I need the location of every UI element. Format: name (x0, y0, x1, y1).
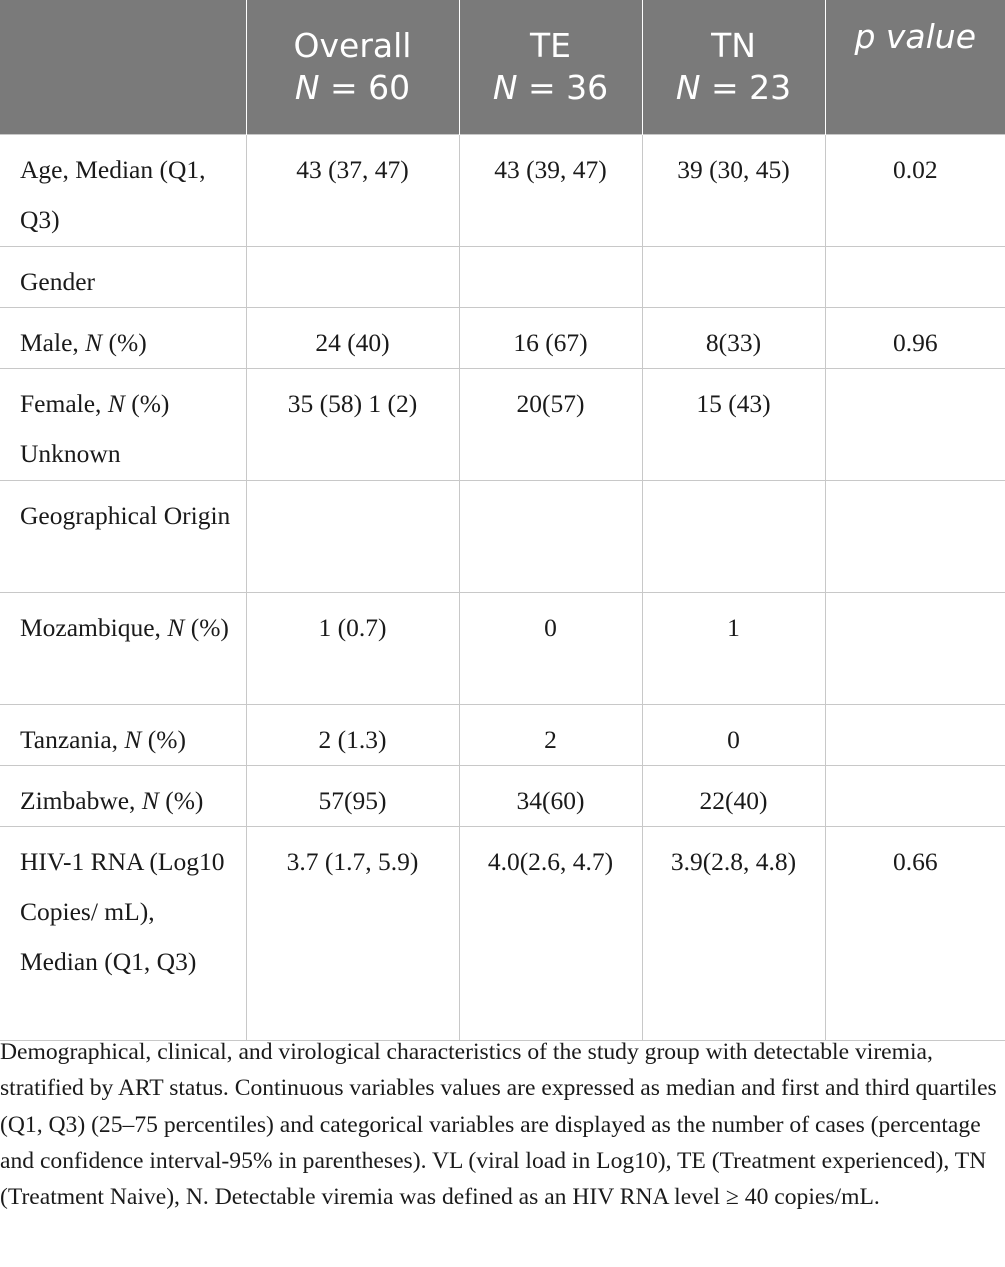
row-label-suffix: (%) (102, 328, 147, 357)
table-caption: Demographical, clinical, and virological characteristics of the study group with detectable viremia, stratified by ART status. Continuous variables values are expressed as median and first and third quartiles (Q1, Q3) (25–75 percentiles) and categorical variables are displayed as the number of cases (percentage and confidence interval-95% in parentheses). VL (viral load in Log10), TE (Treatment experienced), TN (Treatment Naive), N. Detectable viremia was defined as an HIV RNA level ≥ 40 copies/mL. (0, 1039, 997, 1211)
table-cell: 39 (30, 45) (642, 135, 825, 247)
table-cell (642, 247, 825, 308)
table-cell: 43 (39, 47) (459, 135, 642, 247)
table-cell: 2 (459, 705, 642, 766)
table-cell (825, 593, 1005, 705)
table-cell: 3.9(2.8, 4.8) (642, 827, 825, 1041)
header-line1: Overall (293, 26, 412, 65)
row-label-italic: N (141, 786, 159, 815)
table-cell: 1 (642, 593, 825, 705)
table-row (0, 766, 1005, 827)
header-overall (246, 0, 459, 135)
row-label-text: Tanzania, (20, 725, 125, 754)
table-row (0, 247, 1005, 308)
header-count: = 60 (319, 68, 411, 107)
table-cell (246, 481, 459, 593)
row-label (0, 308, 246, 369)
row-label (0, 369, 246, 481)
table-cell: 16 (67) (459, 308, 642, 369)
header-n: N (492, 68, 518, 107)
table-row (0, 135, 1005, 247)
row-label (0, 827, 246, 1041)
table-cell (825, 369, 1005, 481)
row-label-text: Male, (20, 328, 86, 357)
row-label-suffix: (%) (158, 786, 204, 815)
row-label (0, 705, 246, 766)
row-label-text: Zimbabwe, (20, 786, 142, 815)
row-label-italic: N (167, 613, 185, 642)
row-label-suffix: (%) Unknown (20, 389, 170, 468)
table-cell: 8(33) (642, 308, 825, 369)
row-label-text: Female, (20, 389, 108, 418)
row-label-text: Geographical Origin (20, 501, 231, 530)
row-label (0, 766, 246, 827)
table-cell: 34(60) (459, 766, 642, 827)
table-cell: 1 (0.7) (246, 593, 459, 705)
header-line1: p value (854, 17, 977, 56)
table-row (0, 593, 1005, 705)
header-blank (0, 0, 246, 135)
header-line1: TN (711, 26, 756, 65)
header-count: = 36 (517, 68, 609, 107)
table-cell: 15 (43) (642, 369, 825, 481)
table-row (0, 369, 1005, 481)
table-cell (825, 766, 1005, 827)
table-cell: 3.7 (1.7, 5.9) (246, 827, 459, 1041)
table-cell (825, 705, 1005, 766)
table-cell: 0.02 (825, 135, 1005, 247)
header-n: N (675, 68, 701, 107)
table-cell: 2 (1.3) (246, 705, 459, 766)
header-p-value (825, 0, 1005, 135)
table-cell: 43 (37, 47) (246, 135, 459, 247)
table-cell (825, 247, 1005, 308)
table-row (0, 827, 1005, 1041)
table-cell: 35 (58) 1 (2) (246, 369, 459, 481)
table-cell: 20(57) (459, 369, 642, 481)
table-cell (825, 481, 1005, 593)
table-cell: 24 (40) (246, 308, 459, 369)
table-cell: 22(40) (642, 766, 825, 827)
row-label-text: Age, Median (Q1, Q3) (20, 155, 206, 234)
row-label-italic: N (85, 328, 103, 357)
row-label-italic: N (107, 389, 125, 418)
table-cell: 0.96 (825, 308, 1005, 369)
row-label (0, 135, 246, 247)
header-count: = 23 (700, 68, 792, 107)
header-te (459, 0, 642, 135)
table-row (0, 705, 1005, 766)
table-cell (459, 247, 642, 308)
header-row (0, 0, 1005, 135)
table-row (0, 308, 1005, 369)
row-label-suffix: (%) (141, 725, 187, 754)
row-label (0, 247, 246, 308)
header-n: N (294, 68, 320, 107)
row-label-suffix: (%) (184, 613, 229, 642)
row-label-text: Mozambique, (20, 613, 168, 642)
table-cell (459, 481, 642, 593)
table-cell: 0 (459, 593, 642, 705)
table-cell: 4.0(2.6, 4.7) (459, 827, 642, 1041)
row-label-text: HIV-1 RNA (Log10 Copies/ mL), Median (Q1, Q3) (20, 847, 225, 976)
table-cell (642, 481, 825, 593)
row-label-italic: N (124, 725, 142, 754)
table-cell (246, 247, 459, 308)
table-row (0, 481, 1005, 593)
table-cell: 0 (642, 705, 825, 766)
table-cell: 0.66 (825, 827, 1005, 1041)
row-label-text: Gender (20, 267, 96, 296)
table-cell: 57(95) (246, 766, 459, 827)
row-label (0, 593, 246, 705)
header-line1: TE (529, 26, 571, 65)
row-label (0, 481, 246, 593)
header-tn (642, 0, 825, 135)
